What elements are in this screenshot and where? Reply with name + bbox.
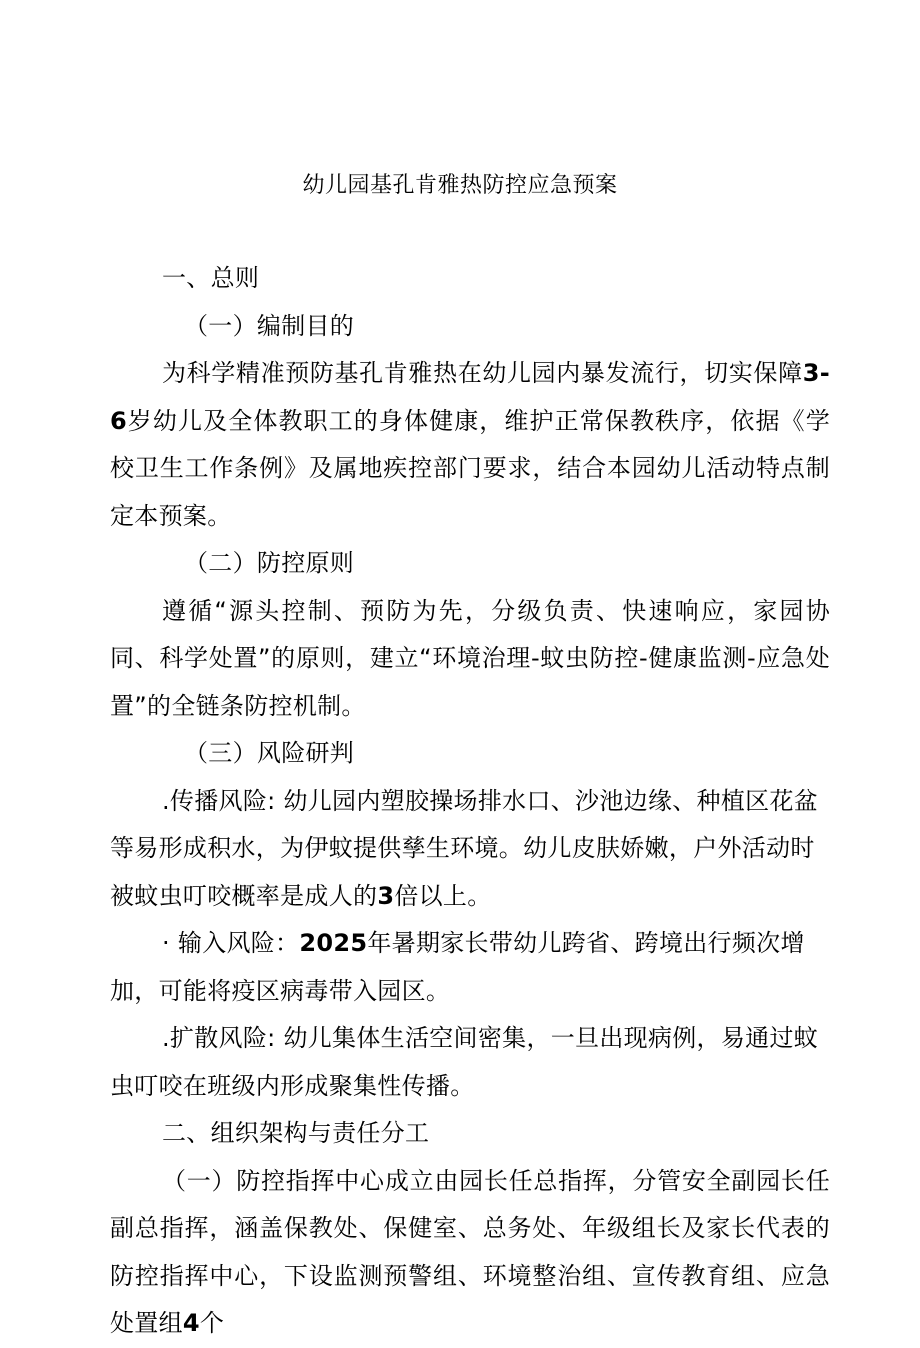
risk-item-spread: .扩散风险: 幼儿集体生活空间密集，一旦出现病例，易通过蚊虫叮咬在班级内形成聚集性传播。 xyxy=(110,1024,819,1100)
year-value: 2025 xyxy=(299,929,368,957)
section-heading-organization: 二、组织架构与责任分工 xyxy=(162,1119,430,1147)
subsection-heading-risk: （三）风险研判 xyxy=(184,739,355,767)
paragraph-command-center-text-b: 个 xyxy=(199,1309,225,1337)
paragraph-purpose-text-a: 为科学精准预防基孔肯雅热在幼儿园内暴发流行，切实保障 xyxy=(162,359,803,387)
subsection-heading-purpose: （一）编制目的 xyxy=(184,311,355,340)
group-count-value: 4 xyxy=(182,1309,200,1337)
paragraph-command-center-text-a: （一）防控指挥中心成立由园长任总指挥，分管安全副园长任副总指挥，涵盖保教处、保健室、总务处、年级组长及家长代表的防控指挥中心，下设监测预警组、环境整治组、宣传教育组、应急处置组 xyxy=(110,1166,830,1337)
bite-multiplier-value: 3 xyxy=(377,881,395,910)
risk-item-import-text-a: · 输入风险： xyxy=(162,929,300,957)
age-range-value: 3-6 xyxy=(110,359,830,435)
risk-item-transmission-text-b: 倍以上。 xyxy=(394,881,492,910)
subsection-heading-principles: （二）防控原则 xyxy=(184,549,355,577)
paragraph-purpose xyxy=(110,350,830,540)
risk-item-transmission-text-a: .传播风险: 幼儿园内塑胶操场排水口、沙池边缘、种植区花盆等易形成积水，为伊蚊提供孳生环境。幼儿皮肤娇嫩，户外活动时被蚊虫叮咬概率是成人的 xyxy=(110,786,819,910)
risk-item-import xyxy=(110,920,830,1015)
document-title: 幼儿园基孔肯雅热防控应急预案 xyxy=(302,173,618,198)
risk-item-transmission xyxy=(110,778,830,921)
document-body xyxy=(110,255,830,1348)
paragraph-command-center xyxy=(110,1158,830,1348)
paragraph-principles: 遵循“源头控制、预防为先，分级负责、快速响应，家园协同、科学处置”的原则，建立“环境治理-蚊虫防控-健康监测-应急处置”的全链条防控机制。 xyxy=(110,596,830,720)
paragraph-purpose-text-b: 岁幼儿及全体教职工的身体健康，维护正常保教秩序，依据《学校卫生工作条例》及属地疾控部门要求，结合本园幼儿活动特点制定本预案。 xyxy=(110,406,830,530)
risk-item-import-text-b: 年暑期家长带幼儿跨省、跨境出行频次增加，可能将疫区病毒带入园区。 xyxy=(110,929,805,1005)
section-heading-general: 一、总则 xyxy=(162,264,260,292)
